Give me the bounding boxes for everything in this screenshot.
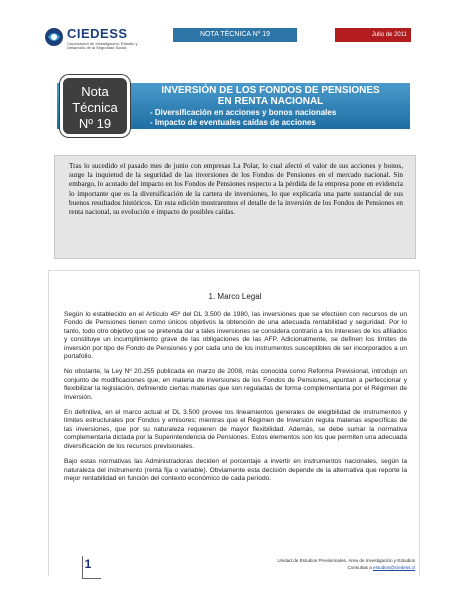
date-band: Julio de 2011 <box>335 28 411 42</box>
title-line-2: EN RENTA NACIONAL <box>217 96 324 107</box>
title-line-1: INVERSIÓN DE LOS FONDOS DE PENSIONES <box>161 85 380 96</box>
nota-tecnica-badge <box>60 75 130 137</box>
logo-subtitle: Corporación de Investigación, Estudio y Desarrollo de la Seguridad Social <box>67 41 138 50</box>
paragraph: Según lo establecido en el Artículo 45º del DL 3.500 de 1980, las inversiones que se efectúen con recursos de un Fondo de Pensiones tienen como únicos objetivos la obtención de una adecuada rentabilidad y seguridad. Por lo tanto, todo otro objetivo que se pretenda dar a tales inversiones se considera contrario a los intereses de los afiliados y constituye un incumplimiento grave de las obligaciones de las AFP. Adicionalmente, se definen los límites de inversión por tipo de Fondo de Pensiones y por cada uno de los instrumentos susceptibles de ser incorporados a un portafolio. <box>64 311 407 361</box>
badge-line-2: Técnica <box>72 100 118 115</box>
paragraph: Bajo estas normativas las Administradoras deciden el porcentaje a invertir en instrumentos nacionales, según la naturaleza del instrumento (renta fija o variable). Obviamente esta decisión depende de la alternativa que reporte la mejor rentabilidad en función del contexto económico de cada período. <box>64 458 407 482</box>
badge-line-3: Nº 19 <box>78 116 112 131</box>
subtitle-2: - Impacto de eventuales caídas de acciones <box>150 118 316 127</box>
subtitle-1: - Diversificación en acciones y bonos nacionales <box>150 108 337 117</box>
footer-email-link[interactable]: estudios@ciedess.cl <box>373 565 415 570</box>
footer-credits <box>240 557 415 571</box>
footer-contact-label: Consultas a <box>347 565 374 570</box>
footer-line-2 <box>240 564 415 571</box>
section-title: 1. Marco Legal <box>208 292 262 301</box>
paragraph: No obstante, la Ley Nº 20.255 publicada en marzo de 2008, más conocida como Reforma Previsional, introdujo un conjunto de modificaciones que, en materia de inversiones de los Fondos de Pensiones, apuntan a perfeccionar y flexibilizar la legislación, definiendo ciertas materias que son reguladas de forma complementaria por el Régimen de Inversión. <box>64 368 407 401</box>
paragraph: En definitiva, en el marco actual el DL 3.500 provee los lineamientos generales de elegibilidad de instrumentos y límites estructurales por Fondos y emisores; mientras que el Régimen de Inversión regula materias específicas de las inversiones, que por su naturaleza requieren de mayor flexibilidad. Además, se debe sumar la normativa complementaria dictada por la Superintendencia de Pensiones. Estos elementos son los que permiten una adecuada diversificación de los recursos previsionales. <box>64 409 407 450</box>
page-number: 1 <box>84 557 92 571</box>
ciedess-logo-icon <box>44 27 64 47</box>
footer-line-1: Unidad de Estudios Previsionales, Área de Investigación y Estudios <box>277 558 415 563</box>
document-subtitles <box>150 108 336 128</box>
badge-line-1: Nota <box>81 84 109 99</box>
ciedess-logo <box>44 25 136 51</box>
logo-text: CIEDESS <box>67 26 128 41</box>
note-label-band: NOTA TÉCNICA Nº 19 <box>173 28 297 42</box>
section-body <box>64 311 407 490</box>
document-title <box>148 85 393 107</box>
intro-summary: Tras lo sucedido el pasado mes de junio con empresas La Polar, lo cual afectó el valor de sus acciones y bonos, surge la inquietud de la seguridad de las inversiones de los Fondos de Pensiones en el mercado nacional. Sin embargo, lo acotado del impacto en los Fondos de Pensiones respecto a la pérdida de la empresa pone en evidencia lo importante que es la diversificación de la cartera de inversiones, lo que explicaría una parte sustancial de sus buenos resultados históricos. En esta edición mostraremos el detalle de la inversión de los Fondos de Pensiones en renta nacional, su evolución e impacto de posibles caídas. <box>54 155 416 259</box>
